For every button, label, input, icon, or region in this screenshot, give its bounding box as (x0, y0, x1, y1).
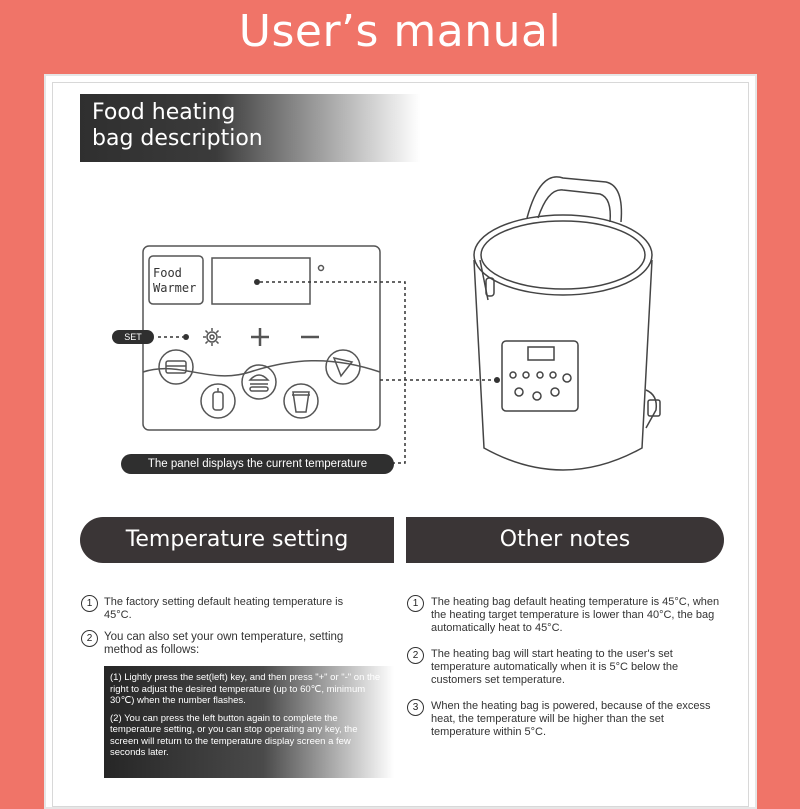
note-1-number: 1 (407, 595, 424, 612)
plus-icon (251, 328, 269, 346)
display-leader (260, 282, 405, 463)
panel-callout: The panel displays the current temperature (121, 454, 394, 474)
brand-line-1: Food (153, 266, 182, 280)
display-screen (212, 258, 310, 304)
panel-brand-text (153, 266, 196, 296)
temp-item-2-text: You can also set your own temperature, setting method as follows: (104, 631, 344, 656)
temp-step-1: (1) Lightly press the set(left) key, and then press "+" or "-" on the right to adjust the desired temperature (up to 60℃, minimum 30℃) when the number flashes. (110, 672, 381, 706)
note-3-text: When the heating bag is powered, because of the excess heat, the temperature will be higher than the set temperature within 5°C. (431, 700, 711, 738)
note-2-number: 2 (407, 647, 424, 664)
power-led (319, 266, 324, 271)
heating-bag (474, 177, 660, 470)
display-dot (254, 279, 260, 285)
temperature-setting-heading: Temperature setting (80, 517, 394, 563)
page-title: User’s manual (238, 6, 562, 57)
note-3-number: 3 (407, 699, 424, 716)
bag-panel (502, 341, 578, 411)
temp-item-1-number: 1 (81, 595, 98, 612)
temp-item-1-text: The factory setting default heating temperature is 45°C. (104, 596, 344, 621)
header-line-1: Food heating (92, 100, 236, 125)
temperature-steps-box (104, 666, 394, 778)
note-2-text: The heating bag will start heating to the user's set temperature automatically when it is 5°C below the customers set temperature. (431, 648, 679, 686)
other-notes-heading: Other notes (406, 517, 724, 563)
pizza-icon (326, 350, 360, 384)
gear-icon (203, 328, 221, 346)
header-line-2: bag description (92, 126, 263, 151)
temp-item-2-number: 2 (81, 630, 98, 647)
note-1-text: The heating bag default heating temperature is 45°C, when the heating target temperature is lower than 40°C, the bag automatically heat to 45°C. (431, 596, 720, 634)
set-tag: SET (112, 330, 154, 344)
burger-icon (242, 365, 276, 399)
cup-icon (284, 384, 318, 418)
lunchbox-icon (159, 350, 193, 384)
brand-line-2: Warmer (153, 281, 197, 295)
temp-step-2: (2) You can press the left button again to complete the temperature setting, or you can stop operating any key, the screen will return to the temperature display screen a few seconds later. (110, 712, 358, 758)
